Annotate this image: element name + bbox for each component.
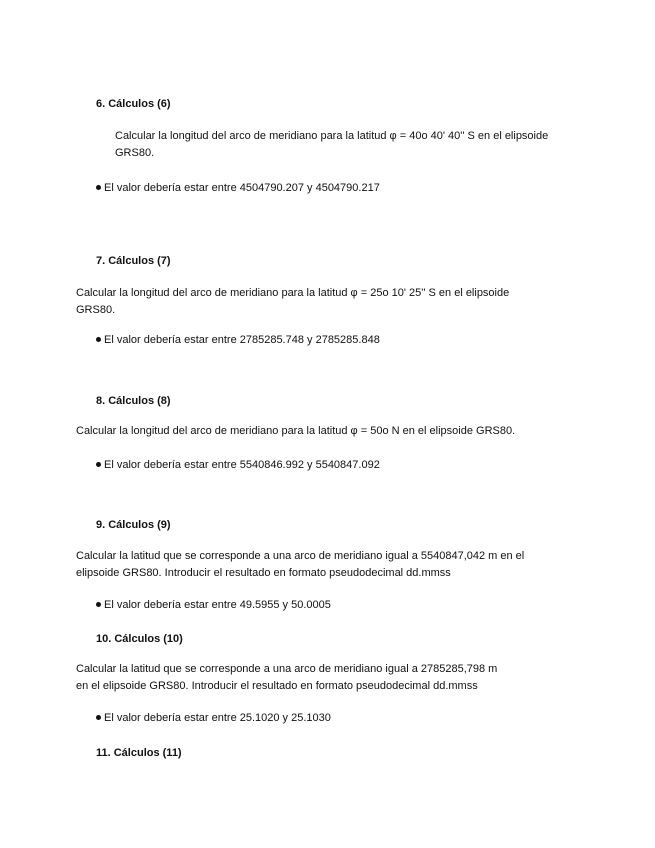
bullet-icon — [96, 185, 101, 190]
statement-line: elipsoide GRS80. Introducir el resultado en formato pseudodecimal dd.mmss — [76, 567, 451, 579]
bullet-icon — [96, 602, 101, 607]
section-11-heading: 11. Cálculos (11) — [96, 747, 182, 759]
hint-text: El valor debería estar entre 49.5955 y 50.0005 — [104, 599, 331, 611]
statement-line: Calcular la longitud del arco de meridiano para la latitud φ = 40o 40' 40'' S en el elipsoide — [115, 130, 549, 142]
section-6-heading: 6. Cálculos (6) — [96, 98, 171, 110]
section-7-hint — [96, 333, 380, 347]
statement-line: GRS80. — [76, 304, 116, 316]
statement-line: en el elipsoide GRS80. Introducir el resultado en formato pseudodecimal dd.mmss — [76, 680, 478, 692]
section-9-hint — [96, 598, 331, 612]
bullet-icon — [96, 715, 101, 720]
section-8-statement — [76, 423, 515, 440]
section-7-heading: 7. Cálculos (7) — [96, 255, 171, 267]
section-9-statement — [76, 548, 524, 582]
statement-line: Calcular la longitud del arco de meridiano para la latitud φ = 50o N en el elipsoide GRS80. — [76, 425, 516, 437]
bullet-icon — [96, 337, 101, 342]
statement-line: Calcular la latitud que se corresponde a una arco de meridiano igual a 2785285,798 m — [76, 663, 498, 675]
hint-text: El valor debería estar entre 25.1020 y 25.1030 — [104, 712, 331, 724]
hint-text: El valor debería estar entre 2785285.748 y 2785285.848 — [104, 334, 380, 346]
section-7-statement — [76, 285, 509, 319]
section-8-hint — [96, 458, 380, 472]
statement-line: Calcular la longitud del arco de meridiano para la latitud φ = 25o 10' 25'' S en el elipsoide — [76, 287, 510, 299]
section-6-hint — [96, 181, 380, 195]
section-8-heading: 8. Cálculos (8) — [96, 395, 171, 407]
statement-line: Calcular la latitud que se corresponde a una arco de meridiano igual a 5540847,042 m en el — [76, 550, 525, 562]
section-10-statement — [76, 661, 497, 695]
section-10-hint — [96, 711, 331, 725]
bullet-icon — [96, 462, 101, 467]
section-9-heading: 9. Cálculos (9) — [96, 519, 171, 531]
statement-line: GRS80. — [115, 147, 155, 159]
hint-text: El valor debería estar entre 5540846.992 y 5540847.092 — [104, 459, 380, 471]
section-6-statement — [115, 128, 548, 162]
hint-text: El valor debería estar entre 4504790.207 y 4504790.217 — [104, 182, 380, 194]
section-10-heading: 10. Cálculos (10) — [96, 633, 183, 645]
